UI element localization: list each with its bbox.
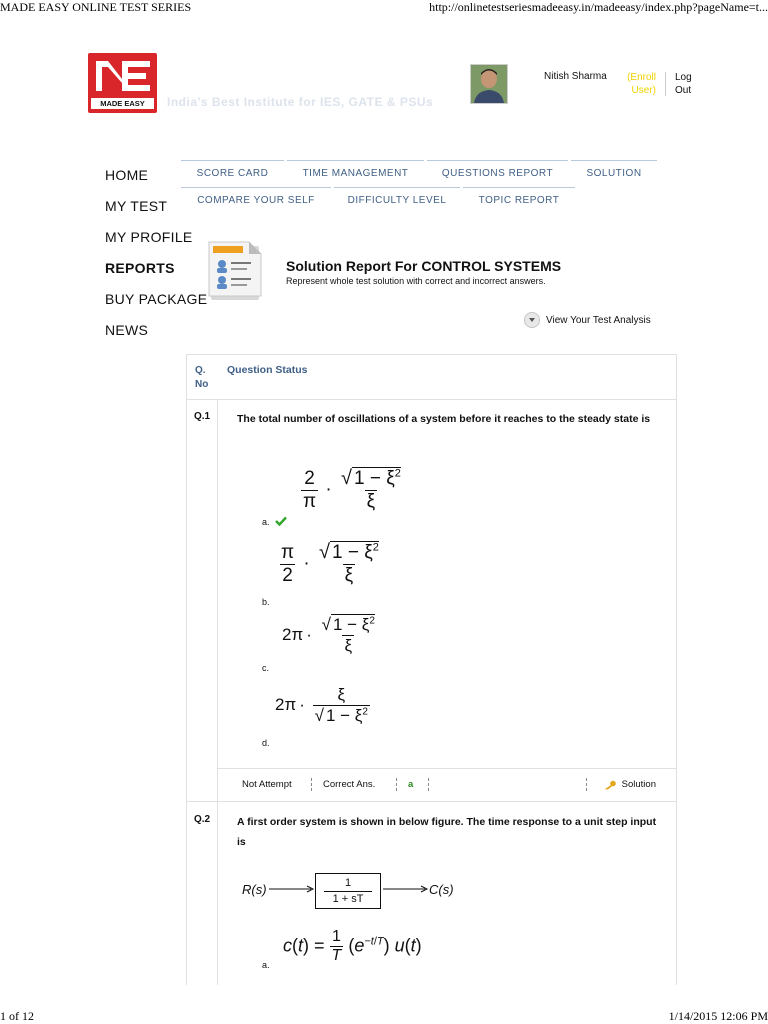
logout-link[interactable]: Log Out: [675, 72, 692, 96]
print-page-number: 1 of 12: [0, 1009, 34, 1023]
option-label-b: b.: [262, 597, 270, 607]
question-separator: [187, 801, 676, 802]
status-separator: [396, 778, 398, 791]
made-easy-logo[interactable]: [88, 53, 157, 113]
question-status-bar: [218, 768, 676, 802]
tab-solution[interactable]: SOLUTION: [571, 160, 657, 186]
option-label-c: c.: [262, 663, 270, 673]
option-a-formula[interactable]: $\frac{2}{\pi}$ · $\frac{√ 1 - \xi^2}{\xi}$: [303, 467, 401, 512]
question-text: A first order system is shown in below figure. The time response to a unit step input is: [237, 816, 657, 848]
table-header: [187, 355, 676, 400]
arrow-right-icon: [383, 882, 429, 896]
logo-mark-icon: [88, 53, 157, 99]
block-numerator: 1: [344, 877, 352, 889]
solution-label: Solution: [621, 779, 656, 790]
status-separator: [428, 778, 430, 791]
option-b-formula[interactable]: $\frac{\pi}{2}$ · $\frac{√ 1 - \xi^2}{\xi}$: [281, 541, 379, 586]
header-divider: [665, 72, 666, 96]
tagline: India's Best Institute for IES, GATE & PSUs: [167, 95, 434, 109]
print-page-title: MADE EASY ONLINE TEST SERIES: [0, 0, 192, 14]
question-text: The total number of oscillations of a system before it reaches to the steady state is: [237, 413, 651, 425]
nav-item-my-profile[interactable]: MY PROFILE: [105, 229, 193, 245]
option-label-d: d.: [262, 738, 270, 748]
chevron-down-icon: [524, 312, 540, 328]
status-separator: [311, 778, 313, 791]
nav-item-home[interactable]: HOME: [105, 167, 149, 183]
option-a-formula[interactable]: c(t) = $\frac{1}{T}$ $(e^{-t/T})$ u(t): [283, 928, 422, 964]
enroll-user-link[interactable]: (Enroll User): [627, 72, 656, 96]
nav-item-reports[interactable]: REPORTS: [105, 260, 175, 276]
correct-answer-value: a: [408, 779, 414, 790]
report-subtitle: Represent whole test solution with correct and incorrect answers.: [286, 276, 546, 286]
option-label-a: a.: [262, 517, 270, 527]
key-icon: [604, 780, 616, 790]
user-name: Nitish Sharma: [544, 71, 607, 82]
logo-text: MADE EASY: [91, 98, 154, 109]
arrow-right-icon: [269, 882, 315, 896]
block-denominator: 1 + sT: [332, 893, 364, 905]
column-header-status: Question Status: [227, 364, 308, 376]
print-datetime: 1/14/2015 12:06 PM: [668, 1009, 768, 1023]
question-table: [186, 354, 677, 985]
question-number: Q.2: [194, 814, 211, 825]
view-analysis-label: View Your Test Analysis: [546, 314, 651, 326]
transfer-function-block: [315, 873, 381, 909]
option-c-formula[interactable]: 2π · $\frac{√ 1 - \xi^2}{\xi}$: [282, 615, 375, 655]
status-separator: [586, 778, 588, 791]
nav-item-my-test[interactable]: MY TEST: [105, 198, 168, 214]
block-input-label: R(s): [242, 882, 267, 897]
avatar: [470, 64, 508, 104]
tab-compare-your-self[interactable]: COMPARE YOUR SELF: [181, 187, 331, 213]
main-nav: [105, 166, 208, 352]
tab-topic-report[interactable]: TOPIC REPORT: [463, 187, 575, 213]
tab-score-card[interactable]: SCORE CARD: [181, 160, 284, 186]
block-output-label: C(s): [429, 882, 454, 897]
print-page-url: http://onlinetestseriesmadeeasy.in/madeeasy/index.php?pageName=t...: [429, 0, 768, 14]
column-header-no: Q. No: [195, 365, 209, 390]
correct-answer-label: Correct Ans.: [323, 779, 376, 790]
nav-item-news[interactable]: NEWS: [105, 322, 149, 338]
nav-item-buy-package[interactable]: BUY PACKAGE: [105, 291, 208, 307]
tab-time-management[interactable]: TIME MANAGEMENT: [287, 160, 424, 186]
column-divider: [217, 399, 218, 985]
report-title: Solution Report For CONTROL SYSTEMS: [286, 258, 562, 274]
tab-questions-report[interactable]: QUESTIONS REPORT: [427, 160, 568, 186]
option-label-a: a.: [262, 960, 270, 970]
solution-link[interactable]: [604, 779, 656, 790]
view-test-analysis-link[interactable]: [524, 312, 651, 328]
question-number: Q.1: [194, 411, 211, 422]
attempt-status: Not Attempt: [242, 779, 292, 790]
correct-check-icon: [275, 516, 287, 526]
option-d-formula[interactable]: 2π · $\frac{\xi}{√ 1 - \xi^2}$: [275, 685, 368, 725]
report-document-icon: [207, 240, 265, 302]
tab-difficulty-level[interactable]: DIFFICULTY LEVEL: [334, 187, 460, 213]
